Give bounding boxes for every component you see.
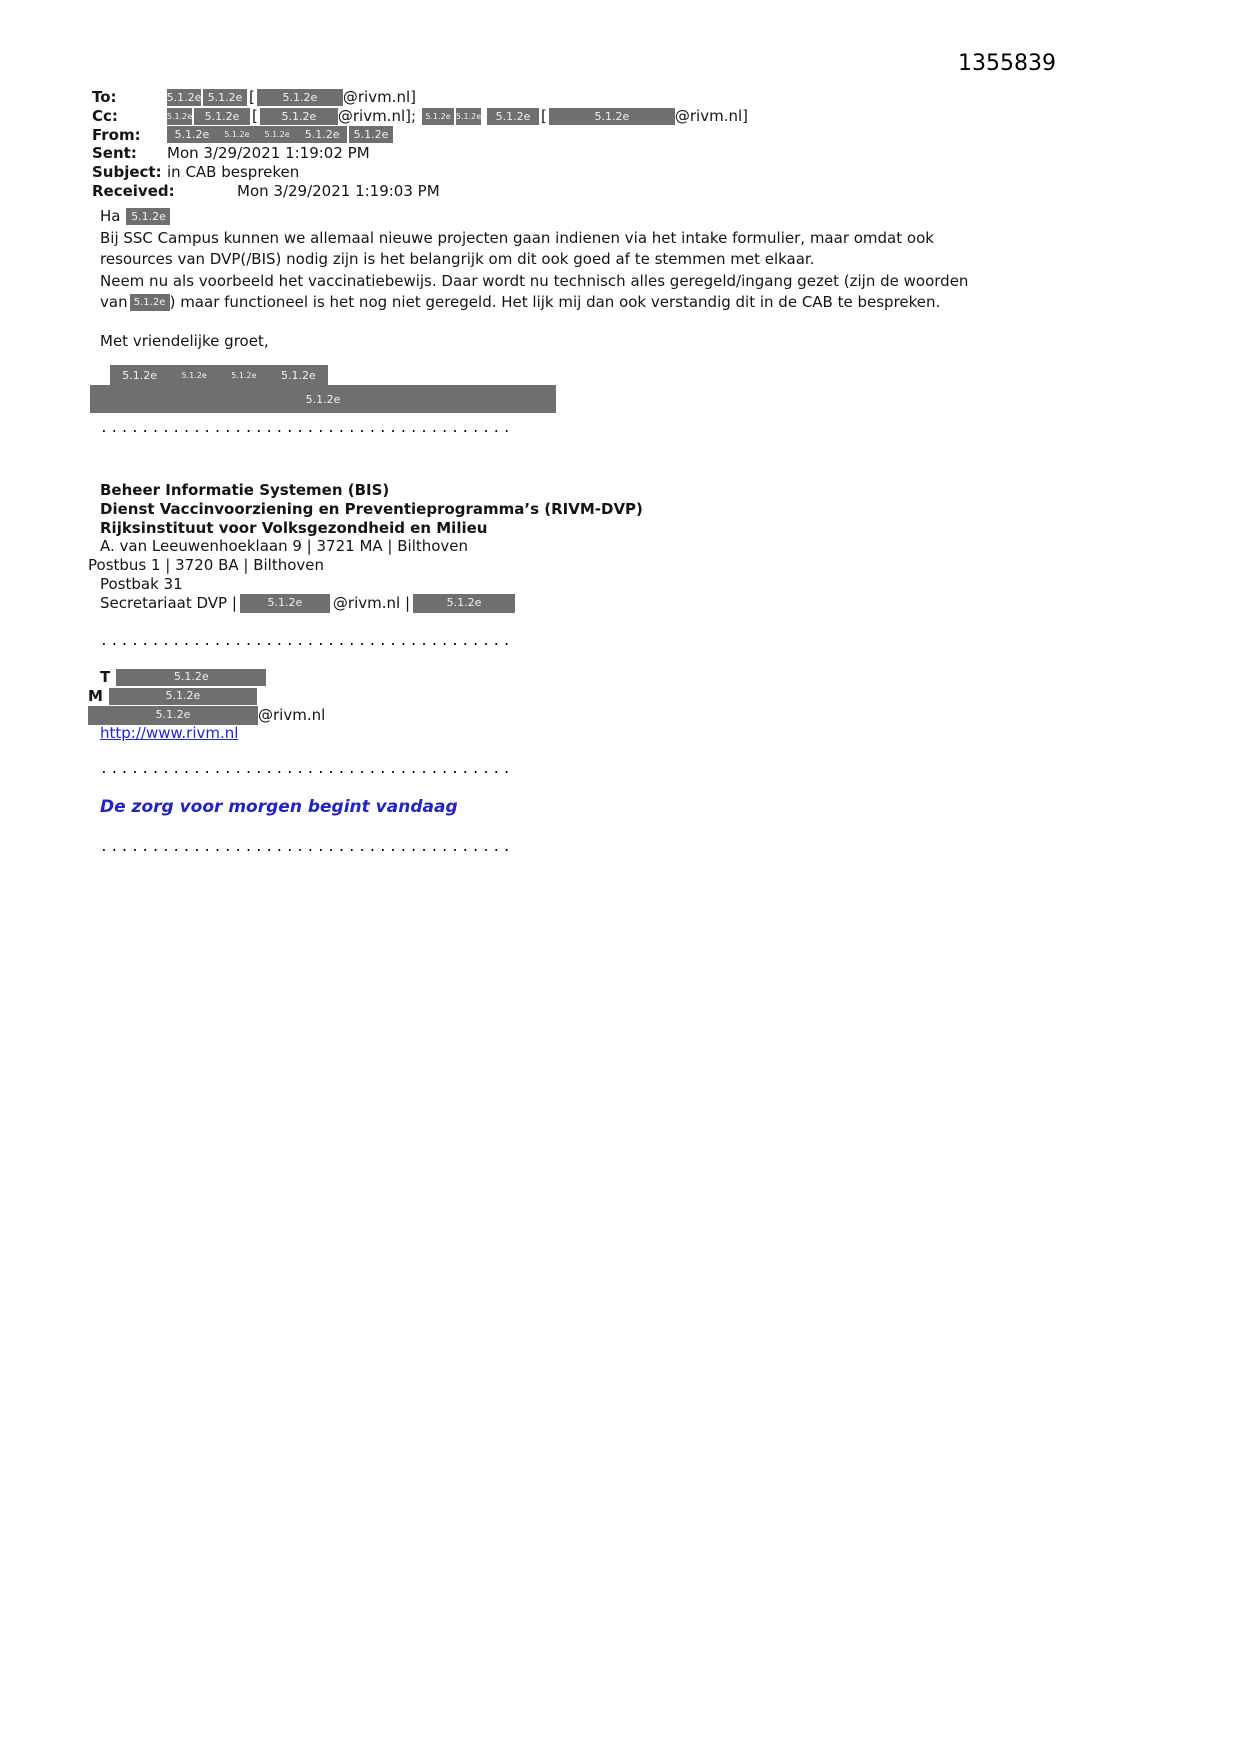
header-row-subject: [92, 163, 748, 182]
redaction-box: 5.1.2e: [264, 130, 290, 140]
cc-domain-2: @rivm.nl]: [674, 107, 749, 126]
address-line: A. van Leeuwenhoeklaan 9 | 3721 MA | Bilthoven: [100, 537, 469, 556]
contact-block: [88, 668, 325, 743]
sent-value: Mon 3/29/2021 1:19:02 PM: [167, 144, 370, 163]
redaction-box: 5.1.2e: [130, 294, 170, 311]
redaction-box: 5.1.2e: [304, 128, 340, 142]
header-row-received: [92, 181, 748, 200]
redaction-box: 5.1.2e: [194, 108, 250, 125]
org-name-line: Dienst Vaccinvoorziening en Preventieprogramma’s (RIVM-DVP): [100, 499, 643, 518]
dotted-separator: ........................................: [100, 840, 514, 855]
email-body: [100, 206, 968, 352]
secretariat-label: Secretariaat DVP |: [100, 593, 237, 612]
rivm-website-link[interactable]: http://www.rivm.nl: [100, 724, 239, 743]
dotted-separator: ........................................: [100, 634, 514, 649]
received-value: Mon 3/29/2021 1:19:03 PM: [237, 181, 440, 200]
redaction-box: 5.1.2e: [349, 126, 393, 143]
redaction-box: 5.1.2e: [280, 368, 316, 382]
redaction-box: 5.1.2e: [240, 594, 330, 613]
email-domain: @rivm.nl: [258, 705, 326, 724]
secretariat-domain: @rivm.nl |: [332, 593, 411, 612]
sent-label: Sent:: [92, 144, 137, 163]
redaction-box: 5.1.2e: [260, 108, 338, 125]
redaction-box: 5.1.2e: [487, 108, 539, 125]
redaction-box: 5.1.2e: [422, 108, 454, 125]
from-value: [167, 126, 393, 143]
subject-value: in CAB bespreken: [167, 163, 300, 182]
redaction-box-row: [110, 365, 328, 385]
paragraph-line: Bij SSC Campus kunnen we allemaal nieuwe projecten gaan indienen via het intake formulier, maar omdat ook: [100, 228, 934, 247]
subject-label: Subject:: [92, 163, 162, 182]
dotted-separator: ........................................: [100, 421, 514, 436]
bracket: [: [249, 88, 255, 107]
header-row-to: [92, 88, 748, 107]
redaction-box: 5.1.2e: [109, 688, 257, 705]
to-value: [167, 88, 416, 106]
received-label: Received:: [92, 181, 175, 200]
redaction-box: 5.1.2e: [413, 594, 515, 613]
redaction-box: 5.1.2e: [116, 669, 266, 686]
redaction-box: 5.1.2e: [174, 128, 210, 142]
website-line: [100, 724, 325, 743]
header-row-sent: [92, 144, 748, 163]
redaction-box: 5.1.2e: [167, 108, 192, 125]
mobile-line: [88, 687, 325, 706]
phone-label: T: [100, 668, 111, 686]
cc-label: Cc:: [92, 107, 118, 126]
paragraph-line: Neem nu als voorbeeld het vaccinatiebewijs. Daar wordt nu technisch alles geregeld/ingang gezet (zijn de woorden: [100, 271, 969, 290]
redaction-box: 5.1.2e: [88, 706, 258, 725]
paragraph-prefix: van: [100, 293, 128, 311]
from-label: From:: [92, 125, 141, 144]
to-domain: @rivm.nl]: [342, 88, 416, 107]
redaction-box: 5.1.2e: [549, 108, 675, 125]
redaction-box: 5.1.2e: [231, 370, 257, 380]
redaction-box: 5.1.2e: [126, 208, 170, 225]
redaction-box-group: [167, 126, 347, 143]
mobile-label: M: [88, 686, 103, 705]
greeting-line: [100, 206, 968, 228]
address-line: Postbak 31: [100, 574, 183, 593]
redaction-box-wide: [90, 385, 556, 413]
bracket: [: [252, 107, 258, 126]
redaction-box: 5.1.2e: [224, 130, 250, 140]
header-row-from: [92, 125, 748, 144]
phone-line: [100, 668, 325, 687]
greeting-text: Ha: [100, 207, 121, 225]
dotted-separator: ........................................: [100, 762, 514, 777]
org-name-line: Beheer Informatie Systemen (BIS): [100, 481, 390, 499]
email-line: [88, 706, 325, 725]
redaction-box: 5.1.2e: [305, 392, 341, 406]
paragraph-line: resources van DVP(/BIS) nodig zijn is het belangrijk om dit ook goed af te stemmen met elkaar.: [100, 250, 815, 268]
paragraph-line-with-redaction: [100, 292, 968, 314]
tagline: De zorg voor morgen begint vandaag: [100, 797, 458, 817]
email-header: [92, 88, 748, 200]
redaction-box: 5.1.2e: [181, 370, 207, 380]
paragraph-suffix: ) maar functioneel is het nog niet geregeld. Het lijk mij dan ook verstandig dit in de CAB te bespreken.: [169, 293, 941, 311]
organisation-block: [88, 481, 643, 613]
org-name-line: Rijksinstituut voor Volksgezondheid en Milieu: [100, 518, 488, 537]
address-line: Postbus 1 | 3720 BA | Bilthoven: [88, 556, 325, 575]
redaction-box: 5.1.2e: [456, 108, 481, 125]
document-number: 1355839: [958, 51, 1056, 76]
to-label: To:: [92, 88, 117, 107]
bracket: [: [541, 107, 547, 126]
closing-line: Met vriendelijke groet,: [100, 331, 269, 350]
cc-value: [167, 107, 748, 125]
redaction-box: 5.1.2e: [203, 89, 247, 106]
redaction-box: 5.1.2e: [257, 89, 343, 106]
header-row-cc: [92, 107, 748, 126]
secretariat-line: [100, 594, 643, 613]
redaction-box: 5.1.2e: [166, 90, 202, 104]
redaction-box: 5.1.2e: [122, 368, 157, 382]
cc-domain-1: @rivm.nl];: [337, 107, 417, 126]
signature-redaction-block: [90, 365, 556, 413]
